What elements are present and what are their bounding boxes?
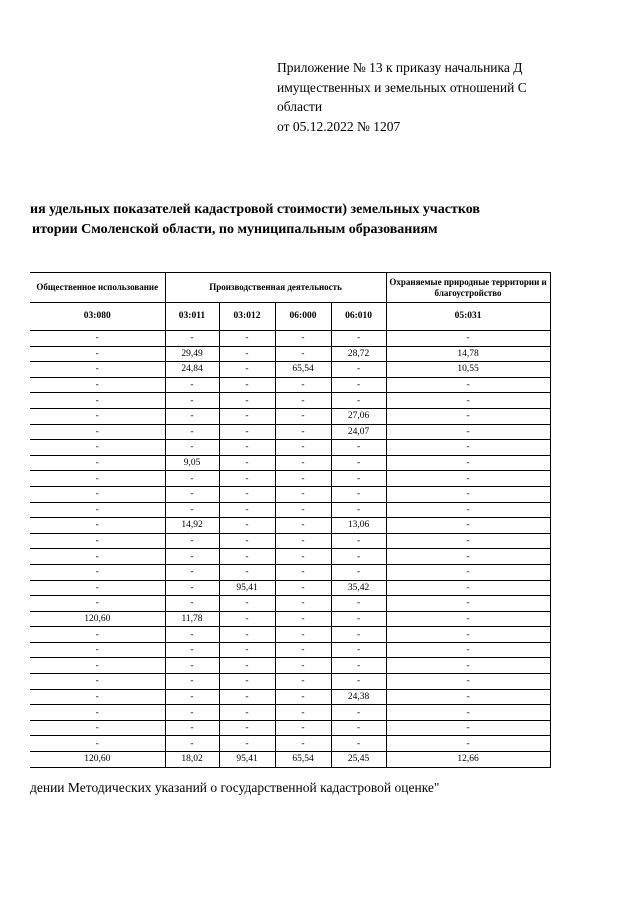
table-cell: - [275, 564, 331, 580]
table-row [30, 611, 550, 627]
code-header: 06:010 [331, 303, 386, 331]
table-row [30, 424, 550, 440]
table-cell: - [386, 736, 550, 752]
table-row [30, 486, 550, 502]
table-row [30, 362, 550, 378]
table-row [30, 331, 550, 347]
table-cell: - [165, 533, 219, 549]
table-cell: - [331, 471, 386, 487]
table-cell: - [165, 393, 219, 409]
table-cell: - [165, 549, 219, 565]
table-cell: - [219, 424, 275, 440]
table-cell: - [275, 440, 331, 456]
table-row [30, 518, 550, 534]
code-header: 03:011 [165, 303, 219, 331]
table-cell: - [219, 362, 275, 378]
table-cell: - [165, 736, 219, 752]
table-cell: - [30, 377, 165, 393]
table-cell: - [30, 720, 165, 736]
table-cell: - [165, 580, 219, 596]
table-body [30, 331, 550, 768]
table-cell: - [30, 564, 165, 580]
table-cell: - [386, 689, 550, 705]
title-line-2: итории Смоленской области, по муниципальным образованиям [32, 222, 438, 237]
table-cell: - [331, 627, 386, 643]
table-cell: - [219, 564, 275, 580]
table-row [30, 752, 550, 768]
table-cell: - [30, 455, 165, 471]
table-cell: - [386, 424, 550, 440]
table-row [30, 596, 550, 612]
table-cell: - [275, 736, 331, 752]
table-cell: - [275, 642, 331, 658]
table-cell: - [219, 611, 275, 627]
table-cell: - [275, 705, 331, 721]
table-row [30, 549, 550, 565]
table-cell: - [30, 393, 165, 409]
table-cell: - [275, 408, 331, 424]
group-header-protected: Охраняемые природные территории и благоустройство [386, 273, 550, 303]
table-row [30, 705, 550, 721]
table-cell: 28,72 [331, 346, 386, 362]
table-cell: - [386, 518, 550, 534]
table-cell: - [30, 502, 165, 518]
table-cell: - [30, 408, 165, 424]
table-cell: 120,60 [30, 752, 165, 768]
table-cell: - [386, 533, 550, 549]
table-cell: 24,07 [331, 424, 386, 440]
group-header-row [30, 273, 550, 303]
table-cell: - [219, 627, 275, 643]
table-cell: - [30, 627, 165, 643]
table-cell: - [219, 346, 275, 362]
table-cell: - [275, 393, 331, 409]
table-cell: - [331, 736, 386, 752]
table-row [30, 533, 550, 549]
table-cell: - [275, 346, 331, 362]
table-cell: - [219, 331, 275, 347]
table-cell: - [386, 611, 550, 627]
annex-line: имущественных и земельных отношений С [277, 79, 527, 95]
table-cell: - [386, 486, 550, 502]
footer-text: дении Методических указаний о государственной кадастровой оценке" [30, 780, 440, 795]
table-cell: 18,02 [165, 752, 219, 768]
table-cell: - [165, 471, 219, 487]
table-cell: - [331, 564, 386, 580]
table-cell: - [165, 440, 219, 456]
table-cell: 27,06 [331, 408, 386, 424]
table-cell: - [386, 455, 550, 471]
table-cell: - [219, 471, 275, 487]
table-cell: - [30, 736, 165, 752]
document-title [0, 200, 640, 240]
annex-block [277, 58, 640, 136]
table-cell: - [275, 377, 331, 393]
table-cell: - [219, 377, 275, 393]
table-cell: - [219, 642, 275, 658]
table-cell: 65,54 [275, 362, 331, 378]
table-cell: - [165, 720, 219, 736]
table-cell: - [30, 642, 165, 658]
code-header: 03:080 [30, 303, 165, 331]
table-row [30, 689, 550, 705]
table-cell: - [165, 331, 219, 347]
table-cell: - [331, 533, 386, 549]
table-cell: - [30, 549, 165, 565]
table-cell: - [30, 580, 165, 596]
table-cell: 65,54 [275, 752, 331, 768]
code-header: 05:031 [386, 303, 550, 331]
table-cell: 95,41 [219, 752, 275, 768]
table-cell: - [275, 549, 331, 565]
table-cell: - [331, 674, 386, 690]
annex-line: области [277, 99, 323, 114]
table-cell: - [30, 471, 165, 487]
table-row [30, 658, 550, 674]
table-cell: - [386, 596, 550, 612]
table-cell: 24,84 [165, 362, 219, 378]
table-cell: - [331, 596, 386, 612]
table-row [30, 720, 550, 736]
table-cell: - [275, 502, 331, 518]
table-cell: 14,92 [165, 518, 219, 534]
table-cell: - [386, 377, 550, 393]
table-cell: - [219, 736, 275, 752]
table-row [30, 346, 550, 362]
table-cell: - [219, 486, 275, 502]
table-cell: 14,78 [386, 346, 550, 362]
table-row [30, 642, 550, 658]
table-row [30, 564, 550, 580]
table-cell: - [386, 471, 550, 487]
table-cell: - [165, 377, 219, 393]
table-cell: - [331, 720, 386, 736]
table-cell: - [275, 674, 331, 690]
table-row [30, 736, 550, 752]
table-row [30, 674, 550, 690]
table-cell: - [165, 627, 219, 643]
table-cell: - [331, 331, 386, 347]
table-cell: - [30, 533, 165, 549]
table-cell: - [165, 486, 219, 502]
table-cell: 35,42 [331, 580, 386, 596]
table-cell: 13,06 [331, 518, 386, 534]
table-cell: 25,45 [331, 752, 386, 768]
table-cell: - [331, 362, 386, 378]
table-cell: - [219, 455, 275, 471]
table-cell: - [219, 596, 275, 612]
table-cell: - [219, 408, 275, 424]
table-cell: - [219, 720, 275, 736]
table-cell: 95,41 [219, 580, 275, 596]
table-cell: - [30, 518, 165, 534]
table-cell: - [30, 674, 165, 690]
table-cell: - [219, 393, 275, 409]
table-cell: 11,78 [165, 611, 219, 627]
table-cell: - [219, 549, 275, 565]
table-cell: - [331, 611, 386, 627]
table-cell: - [165, 705, 219, 721]
table-cell: - [386, 705, 550, 721]
table-cell: - [275, 471, 331, 487]
table-cell: - [30, 362, 165, 378]
table-cell: - [386, 564, 550, 580]
table-cell: - [219, 705, 275, 721]
table-row [30, 502, 550, 518]
table-row [30, 408, 550, 424]
table-row [30, 440, 550, 456]
table-cell: - [386, 393, 550, 409]
table-cell: - [331, 455, 386, 471]
table-cell: - [275, 518, 331, 534]
table-row [30, 455, 550, 471]
table-cell: - [386, 627, 550, 643]
table-cell: - [30, 440, 165, 456]
table-row [30, 627, 550, 643]
table-cell: - [30, 424, 165, 440]
table-cell: - [275, 455, 331, 471]
group-header-public: Общественное использование [30, 273, 165, 303]
table-cell: - [30, 596, 165, 612]
table-cell: - [331, 642, 386, 658]
annex-line: от 05.12.2022 № 1207 [277, 118, 401, 134]
table-cell: 29,49 [165, 346, 219, 362]
table-cell: - [30, 705, 165, 721]
table-cell: - [219, 518, 275, 534]
table-cell: - [275, 331, 331, 347]
table-cell: - [275, 424, 331, 440]
table-cell: - [386, 674, 550, 690]
table-cell: - [275, 486, 331, 502]
table-cell: - [331, 705, 386, 721]
table-cell: - [275, 627, 331, 643]
table-cell: - [219, 674, 275, 690]
table-cell: - [30, 689, 165, 705]
table-cell: - [275, 720, 331, 736]
table-row [30, 377, 550, 393]
table-cell: - [30, 486, 165, 502]
table-cell: - [165, 689, 219, 705]
table-cell: - [165, 502, 219, 518]
table-cell: - [386, 440, 550, 456]
code-header-row [30, 303, 550, 331]
table-cell: - [165, 642, 219, 658]
table-cell: - [165, 408, 219, 424]
table-cell: 24,38 [331, 689, 386, 705]
table-cell: - [331, 658, 386, 674]
annex-line: Приложение № 13 к приказу начальника Д [277, 60, 523, 75]
table-cell: - [331, 549, 386, 565]
table-cell: - [386, 658, 550, 674]
table-cell: - [331, 502, 386, 518]
table-cell: - [30, 346, 165, 362]
table-row [30, 471, 550, 487]
table-cell: - [165, 658, 219, 674]
table-cell: - [275, 533, 331, 549]
table-cell: - [386, 549, 550, 565]
values-table [30, 272, 551, 768]
table-cell: - [331, 440, 386, 456]
table-cell: - [275, 689, 331, 705]
table-cell: - [386, 408, 550, 424]
code-header: 06:000 [275, 303, 331, 331]
table-cell: - [331, 486, 386, 502]
table-cell: - [275, 611, 331, 627]
table-cell: - [386, 720, 550, 736]
table-cell: - [165, 564, 219, 580]
table-cell: - [219, 533, 275, 549]
table-cell: - [331, 377, 386, 393]
table-cell: - [219, 689, 275, 705]
table-cell: - [275, 580, 331, 596]
table-cell: - [30, 658, 165, 674]
table-cell: - [275, 596, 331, 612]
table-cell: - [275, 658, 331, 674]
table-cell: - [165, 674, 219, 690]
table-cell: - [219, 502, 275, 518]
table-cell: - [219, 658, 275, 674]
group-header-production: Производственная деятельность [165, 273, 386, 303]
table-cell: 120,60 [30, 611, 165, 627]
table-cell: - [386, 642, 550, 658]
table-row [30, 393, 550, 409]
code-header: 03:012 [219, 303, 275, 331]
table-cell: - [386, 502, 550, 518]
table-cell: - [165, 424, 219, 440]
table-cell: - [386, 580, 550, 596]
table-cell: 9,05 [165, 455, 219, 471]
table-cell: - [386, 331, 550, 347]
table-cell: 10,55 [386, 362, 550, 378]
table-cell: - [331, 393, 386, 409]
table-cell: - [219, 440, 275, 456]
table-row [30, 580, 550, 596]
table-cell: - [30, 331, 165, 347]
table-cell: 12,66 [386, 752, 550, 768]
table-cell: - [165, 596, 219, 612]
title-line-1: ия удельных показателей кадастровой стоимости) земельных участков [30, 202, 480, 217]
